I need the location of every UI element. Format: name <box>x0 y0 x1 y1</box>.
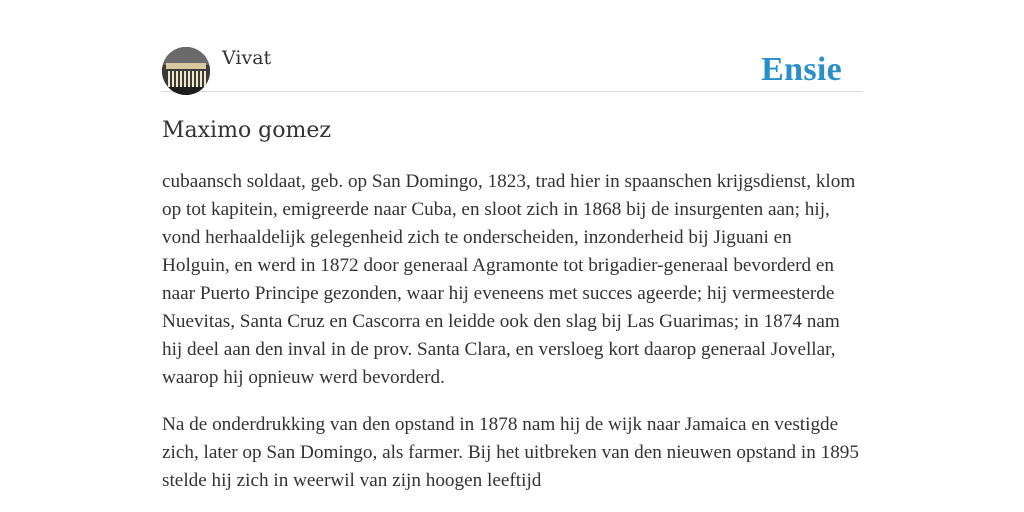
article-paragraph: cubaansch soldaat, geb. op San Domingo, 1823, trad hier in spaanschen krijgsdienst, klom op tot kapitein, emigreerde naar Cuba, en sloot zich in 1868 bij de insurgenten aan; hij, vond herhaaldelijk gelegenheid zich te onderscheiden, inzonderheid bij Jiguani en Holguin, en werd in 1872 door generaal Agramonte tot brigadier-generaal bevorderd en naar Puerto Principe gezonden, waar hij eveneens met succes ageerde; hij vermeesterde Nuevitas, Santa Cruz en Cascorra en leidde ook den slag bij Las Guarimas; in 1874 nam hij deel aan den inval in de prov. Santa Clara, en versloeg kort daarop generaal Jovellar, waarop hij opnieuw werd bevorderd. <box>162 171 856 388</box>
article-body <box>162 168 862 512</box>
typewriter-avatar-icon[interactable] <box>162 47 210 95</box>
article-paragraph: Na de onderdrukking van den opstand in 1878 nam hij de wijk naar Jamaica en vestigde zich, later op San Domingo, als farmer. Bij het uitbreken van den nieuwen opstand in 1895 stelde hij zich in weerwil van zijn hoogen leeftijd <box>162 414 859 491</box>
author-name[interactable]: Vivat <box>222 47 272 69</box>
article-header <box>162 0 862 92</box>
article-page <box>162 0 862 491</box>
brand-logo[interactable]: Ensie <box>761 51 842 88</box>
article-title: Maximo gomez <box>162 118 331 143</box>
